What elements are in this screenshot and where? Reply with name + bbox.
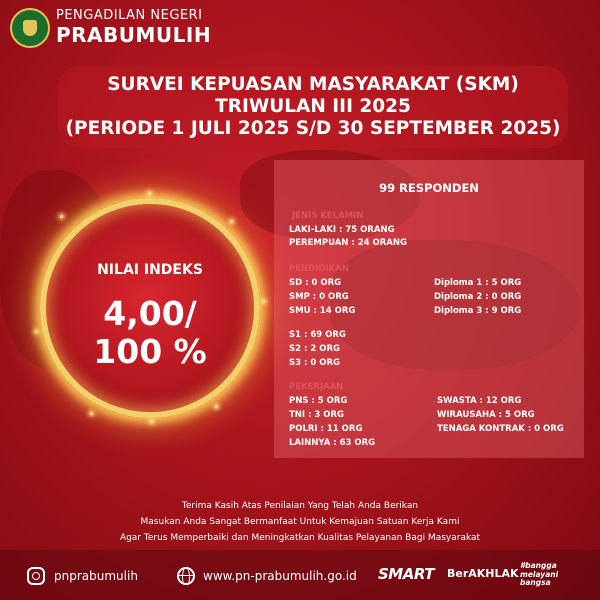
- education-d3: Diploma 3 : 9 ORG: [434, 306, 522, 316]
- bangga-melayani-logo: #bangga melayani bangsa: [520, 561, 559, 587]
- occupation-heading: PEKERJAAN: [289, 382, 344, 392]
- thanks-line-1: Terima Kasih Atas Penilaian Yang Telah Anda Berikan: [181, 501, 419, 511]
- education-heading: PENDIDIKAN: [289, 264, 349, 274]
- sparkle-decoration: [60, 215, 63, 218]
- website-link[interactable]: www.pn-prabumulih.go.id: [203, 569, 357, 583]
- education-s2: S2 : 2 ORG: [289, 344, 340, 354]
- index-value: [40, 295, 260, 371]
- occupation-tenaga-kontrak: TENAGA KONTRAK : 0 ORG: [437, 424, 564, 434]
- respondent-total: 99 RESPONDEN: [379, 181, 479, 195]
- title-line-3: (PERIODE 1 JULI 2025 S/D 30 SEPTEMBER 2025): [65, 118, 561, 139]
- page-title: [58, 74, 568, 140]
- index-label: NILAI INDEKS: [97, 262, 203, 278]
- occupation-wirausaha: WIRAUSAHA : 5 ORG: [437, 410, 535, 420]
- sparkle-decoration: [230, 220, 233, 223]
- education-s1: S1 : 69 ORG: [289, 330, 346, 340]
- org-name-top: PENGADILAN NEGERI: [56, 8, 203, 23]
- sparkle-decoration: [90, 412, 93, 415]
- education-d2: Diploma 2 : 0 ORG: [434, 292, 522, 302]
- occupation-polri: POLRI : 11 ORG: [289, 424, 363, 434]
- index-value-line-1: 4,00/: [103, 294, 197, 333]
- gender-male: LAKI-LAKI : 75 ORANG: [289, 225, 395, 235]
- education-sd: SD : 0 ORG: [289, 278, 342, 288]
- sparkle-decoration: [150, 420, 153, 423]
- occupation-swasta: SWASTA : 12 ORG: [437, 396, 522, 406]
- instagram-handle[interactable]: pnprabumulih: [54, 569, 138, 583]
- court-logo-icon: [10, 8, 50, 48]
- title-line-1: SURVEI KEPUASAN MASYARAKAT (SKM): [107, 74, 519, 95]
- education-d1: Diploma 1 : 5 ORG: [434, 278, 522, 288]
- sparkle-decoration: [262, 300, 265, 303]
- education-s3: S3 : 0 ORG: [289, 358, 340, 368]
- berakhlak-logo: BerAKHLAK: [447, 567, 519, 580]
- index-value-line-2: 100 %: [93, 332, 207, 371]
- thanks-line-3: Agar Terus Memperbaiki dan Meningkatkan Kualitas Pelayanan Bagi Masyarakat: [119, 533, 481, 543]
- title-line-2: TRIWULAN III 2025: [215, 96, 411, 117]
- occupation-tni: TNI : 3 ORG: [289, 410, 345, 420]
- sparkle-decoration: [35, 330, 38, 333]
- gender-female: PEREMPUAN : 24 ORANG: [289, 238, 407, 248]
- education-smu: SMU : 14 ORG: [289, 306, 356, 316]
- sparkle-decoration: [148, 192, 151, 195]
- sparkle-decoration: [215, 405, 218, 408]
- globe-icon[interactable]: [177, 567, 195, 585]
- smart-logo: SMART: [378, 565, 434, 583]
- instagram-icon[interactable]: [27, 567, 45, 585]
- org-name-bottom: PRABUMULIH: [56, 23, 212, 47]
- occupation-lainnya: LAINNYA : 63 ORG: [289, 438, 376, 448]
- education-smp: SMP : 0 ORG: [289, 292, 349, 302]
- gender-heading: JENIS KELAMIN: [292, 211, 364, 221]
- occupation-pns: PNS : 5 ORG: [289, 396, 348, 406]
- thanks-line-2: Masukan Anda Sangat Bermanfaat Untuk Kemajuan Satuan Kerja Kami: [140, 517, 460, 527]
